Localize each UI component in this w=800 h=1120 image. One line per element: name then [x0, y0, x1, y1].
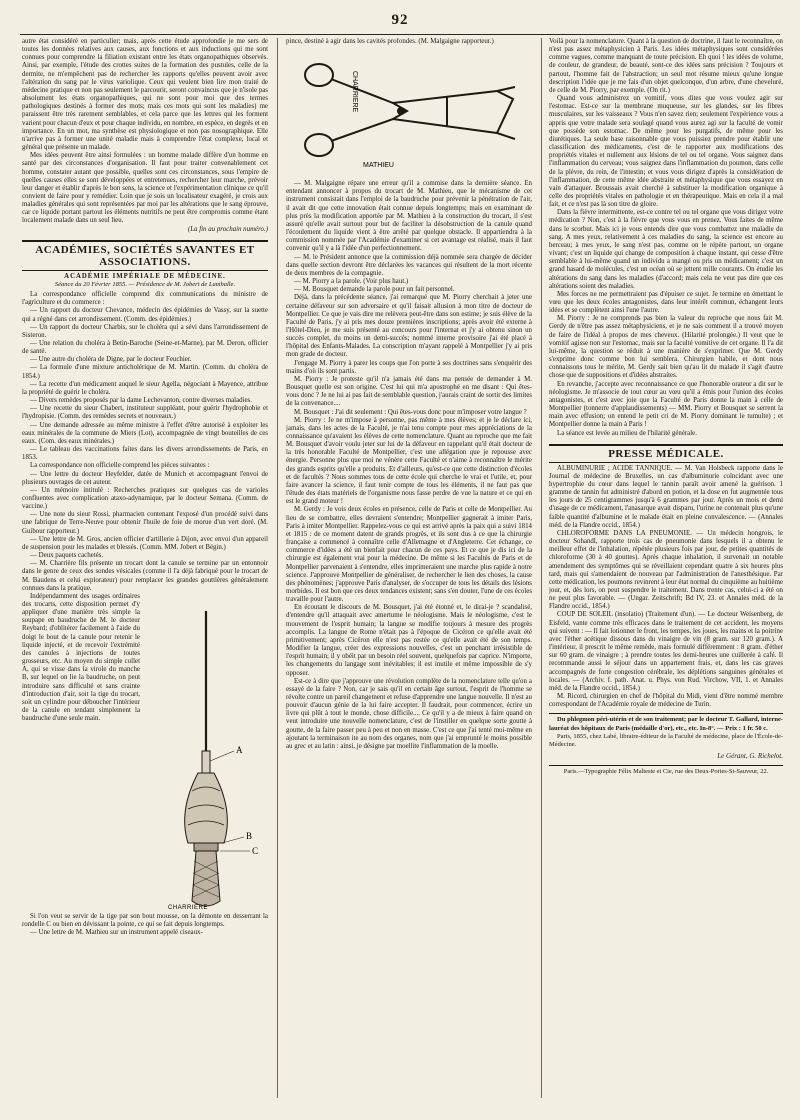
page-number: 92: [391, 12, 409, 28]
column-divider: [541, 38, 542, 1098]
paragraph: pince, destiné à agir dans les cavités profondes. (M. Malgaigne rapporteur.): [286, 38, 494, 45]
paragraph: — M. Malgaigne répare une erreur qu'il a commise dans la dernière séance. En entendant annoncer à propos du trocart de M. Mathieu, que le mécanisme de cet instrument consistait dans l'emploi de la baudruche pour prévenir la pénétration de l'air, il avait dit que cette innovation était connue depuis longtemps; mais en examinant de plus près la modification apportée par M. Mathieu à la construction du trocart, il s'est assuré qu'elle avait surtout pour but de faciliter la désobstruction de la canule quand l'écoulement du liquide vient à être arrêté par quelque obstacle. Il appartiendra à la commission nommée par l'Académie d'examiner si cet avantage est réalisé, mais il faut convenir qu'il y a là l'idée d'un perfectionnement.: [286, 180, 532, 253]
book-publisher: Paris, 1855, chez Labé, libraire-éditeur de la Faculté de médecine, place de l'École-de-Médecine.: [549, 732, 783, 748]
maker-mark: CHARRIERE: [168, 904, 208, 911]
section-title-academies: ACADÉMIES, SOCIÉTÉS SAVANTES ET ASSOCIATIONS.: [22, 240, 268, 271]
paragraph: Voilà pour la nomenclature. Quant à la question de doctrine, il faut le reconnaître, on n'est pas assez métaphysicien à Paris. Les idées métaphysiques sont considérées comme vagues, comme manquant de toute précision. Eh quoi ! les idées de volume, de couleur, de grandeur, de beauté, sont-ce des idées sans précision ? Toujours et partout, l'homme fait de l'abstraction; un seul mot résume mieux qu'une longue description l'idée que je me fais d'un objet quelconque, d'un arbre, d'une cheveluré, de celle de M. Piorry, par exemple. (On rit.): [549, 38, 783, 94]
paragraph: — Une lettre du docteur Heyfelder, datée de Munich et accompagnant l'envoi de plusieurs ouvrages de cet auteur.: [22, 470, 268, 486]
section-title-presse: PRESSE MÉDICALE.: [549, 444, 783, 463]
paragraph: — M. Piorry a la parole. (Voir plus haut.): [294, 278, 409, 286]
trocar-illustration: [158, 611, 268, 911]
paragraph: autre état considéré en particulier; mais, après cette étude approfondie je me sers de toutes les données relatives aux causes, aux fonctions et aux inductions qui me sont connues pour comprendre la filiation existant entre les états organopathiques observés. Ainsi, par exemple, l'étude des crottes suites de la formation des pustules, celle de la dermite, ne m'empêchent pas de rechercher les rapports qu'elles peuvent avoir avec l'altération du sang par le virus variolique. Ceux qui veulent bien lire mon traité de médecine pratique et non pas seulement le parcourir, seront convaincus que je n'isole pas absolument les états organopathiques, qui ne sont pour moi que des termes pathologiques destinés à former des mots; mais ces mots qui sont les maladies) me paraissent être très rarement semblables, et cela parce que les lettres qui les forment varient pour chacun d'eux et pour chaque individu, en nombre, en espèce, en degrés et en importance. En un mot, ma synthèse est physiologique et non pas nosographique. Elle n'arrive pas à former une unité maladie mais à comprendre l'état complexe, local et général que présente un malade.: [22, 38, 268, 152]
paragraph: La correspondance non officielle comprend les pièces suivantes :: [30, 462, 210, 470]
label-a: A: [236, 744, 243, 755]
paragraph: — Un rapport du docteur Chevance, médecin des épidémies de Vassy, sur la suette qui a régné dans cet arrondissement. (Comm. des épidémies.): [22, 307, 268, 323]
label-b: B: [246, 830, 253, 841]
paragraph: En revanche, j'accepte avec reconnaissance ce que l'honorable orateur a dit sur le néologisme. Je m'associe de tout cœur au vœu qu'il a émis pour l'union des écoles antagonistes, et c'est avec joie que la Faculté de Paris donne la main à celle de Montpellier (tonnerre d'applaudissements) — MM. Piorry et Bousquet se serrent la main avec effusion; on entend le petit cri de M. Piorry dominant le tumulte) ; et Montpellier donne la main à Paris !: [549, 380, 783, 429]
paragraph: La séance est levée au milieu de l'hilarité générale.: [557, 429, 697, 437]
paragraph: — Une relation du choléra à Betin-Baroche (Seine-et-Marne), par M. Deron, officier de santé.: [22, 340, 268, 356]
column-left: [22, 38, 268, 1098]
scissors-forceps-illustration: [297, 49, 522, 177]
printer-line: Paris.—Typographie Félix Malteste et Cie, rue des Deux-Portes-St-Sauveur, 22.: [549, 765, 783, 776]
press-item: M. Ricord, chirurgien en chef de l'hôpital du Midi, vient d'être nommé membre correspondant de l'Académie royale de médecine de Turin.: [549, 693, 783, 709]
paragraph: — Une demande adressée au même ministre à l'effet d'être autorisé à exploiter les eaux minérales de la commune de Miers (Lot), accompagnée de vingt bouteilles de ces eaux. (Com. des eaux minérales.): [22, 421, 268, 445]
maker-mark-charriere: CHARRIERE: [350, 71, 358, 113]
trocar-block: [22, 593, 268, 913]
paragraph: Dans la fièvre intermittente, est-ce contre tel ou tel organe que vous dirigez votre médication ? Non, c'est à la fièvre que vous vous en prenez. Vous faites de même dans le scorbut. Mais ici je vous entends dire que vous combattez une maladie du sang. A mes yeux, relativement à ces maladies du sang, la science est encore au berceau; à mes yeux, le sang n'est pas, comme on le répète partout, un organe vivant; c'est un liquide qui change de composition à chaque instant, qui cesse d'être semblable à lui-même quand un individu a mangé ou pris un médicament; c'est un grand hasard de molécules, c'est un océan où se jettent mille courants. On étudie les altérations du sang dans les maladies (d'accord; mais cela ne veut pas dire que ces altérations soient des maladies.: [549, 209, 783, 290]
paragraph: — La recette d'un médicament auquel le sieur Agella, négociant à Mayence, attribue la propriété de guérir le choléra.: [22, 380, 268, 396]
paragraph: — Une recette du sieur Chabert, instituteur suppléant, pour guérir l'hydrophobie et l'hydropisie. (Comm. des remèdes secrets et nouveaux.): [22, 405, 268, 421]
paragraph: En écoutant le discours de M. Bousquet, j'ai été étonné et, le dirai-je ? scandalisé, d'entendre qu'il attaquait avec amertume le néologisme. Mais le néologisme, c'est le mouvement de l'esprit humain; la langue se modifie toujours à mesure des progrès accomplis. La langue de Rome n'était pas à l'époque de Cicéron ce qu'elle avait été primitivement; après Cicéron elle n'est pas restée ce qu'elle avait été de son temps. Modifier la langue, créer des expressions nouvelles, c'est un penchant irrésistible de l'esprit humain; il y obéit par un besoin réel souvent, quelquefois par caprice. N'importe, les changements du langage sont inévitables; il est inutile et même impossible de s'y opposer.: [286, 604, 532, 677]
column-middle: [286, 38, 532, 1098]
paragraph: Indépendamment des usages ordinaires des trocarts, cette disposition permet d'y appliquer d'une manière très simple la soupape en baudruche de M. le docteur Reybard; d'oblitérer facilement à l'aide du doigt le bout de la canule pour retenir le liquide injecté, et de recevoir l'extrémité des canules à injections de toutes grosseurs, etc. Au moyen du simple collet A, qui se visse dans la virole du manche B, sur lequel on lie la baudruche, on peut introduire sans difficulté et sans crainte d'introduction d'air, soit la tige du trocart, soit un cylindre pour déboucher l'intérieur de la canule en tendant simplement la baudruche d'une seule main.: [22, 592, 140, 723]
paragraph: Si l'on veut se servir de la tige par son bout mousse, on la démonte en desserrant la rondelle C ou bien en dévissant la pointe, ce qui se fait depuis longtemps.: [22, 912, 268, 928]
book-title: Du phlegmon péri-utérin et de son traitement; par le docteur T. Gallard, interne-lauréat des hôpitaux de Paris (médaille d'or), etc., etc. In-8°. — Prix : 1 fr. 50 c.: [549, 716, 783, 732]
paragraph: M. Piorry : Je proteste qu'il n'a jamais été dans ma pensée de demander à M. Bousquet quelle est son origine. C'est lui qui m'a apostrophé en me disant : Qui êtes-vous donc ? Je ne lui ai pas fait de semblable question, j'aurais craint de sortir des limites de la convenance....: [286, 375, 532, 408]
paragraph: — M. Charrière fils présente un trocart dont la canule se termine par un entonnoir dans le genre de ceux des sondes vésicales (comme il l'a déjà fabriqué pour le trocart de M. Baudens et celui explorateur) pour remplacer les grandes gouttières généralement connues dans la pratique.: [22, 560, 268, 592]
session-line: Séance du 20 Février 1855. — Présidence de M. Jobert de Lamballe.: [54, 280, 236, 288]
paragraph: Est-ce à dire que j'approuve une révolution complète de la nomenclature telle qu'on a essayé de la faire ? Non, car je sais qu'il en certain âge surtout, l'esprit de l'homme se révolte contre un pareil changement et refuse d'apprendre une langue nouvelle. Il n'est au pouvoir d'aucun génie de la lui faire accepter. Il faudrait, pour commencer, écrire un livre qui plût à tout le monde, chose difficile.... Ce qu'il y a de mieux à faire quand on veut introduire une nouvelle nomenclature, c'est de l'instiller en quelque sorte goutte à goutte, de la faire passer peu à peu et non en masse. C'est ce que j'ai tenté moi-même en ajoutant la terminaison ite au nom des organes, nom que j'ai emprunté le moins possible au grec et au latin : ainsi, je désigne par moellite l'inflammation de la moelle.: [286, 677, 532, 750]
paragraph: — Une autre du choléra de Digne, par le docteur Feuchier.: [30, 356, 192, 364]
paragraph: M. Piorry : Je ne comprends pas bien la valeur du reproche que nous fait M. Gerdy de n'être pas assez métaphysiciens, et je ne sais comment il a trouvé moyen de faire de l'idéal à propos de mes cheveux. (Hilarité prolongée.) Il veut que le vomitif agisse non sur l'estomac, mais sur la faculté vomitive de cet organe. Il l'a dit lui-même, la question se réduit à une manière de s'exprimer. Que M. Gerdy s'exprime donc comme bon lui semblera. Chirurgien habile, et dont nous connaissons tous le mérite, M. Gerdy sait bien qu'au lit du malade il s'agit d'autre chose que de suppositions et d'idées abstraites.: [549, 315, 783, 380]
paragraph: M. Bousquet : J'ai dit seulement : Qui êtes-vous donc pour m'imposer votre langue ?: [294, 408, 527, 416]
book-announcement: [549, 713, 783, 749]
paragraph: M. Gerdy : Je vois deux écoles en présence, celle de Paris et celle de Montpellier. Au lieu de se combattre, elles devraient s'entendre; Montpellier gagnerait à imiter Paris, Paris à imiter Montpellier. Rappelez-vous ce qui est arrivé après la paix qui a suivi 1814 et 1815 : de ce moment datent de grands progrès, et ils sont dus à ce que la chirurgie française a commencé à connaître celle d'Allemagne et d'Angleterre. Cet échange, ce commerce d'idées a été un bienfait pour chacun de ces pays. Et ce que je dis ici de la chirurgie est également vrai pour la médecine. De même si les Facultés de Paris et de Montpellier parvenaient à s'entendre, elles imprimeraient une marche plus rapide à notre science. J'approuve Montpellier de généraliser, de rechercher le lien des choses, la cause des phénomènes; j'approuve Paris d'analyser, de s'occuper de tous les détails des lésions morbides. Il est bon que ces deux tendances existent; sans s'en douter, l'une de ces écoles travaille pour l'autre.: [286, 506, 532, 604]
paragraph: Déjà, dans la précédente séance, j'ai remarqué que M. Piorry cherchait à jeter une certaine défaveur sur son adversaire et qu'il faisait allusion à mon titre de docteur de Montpellier. Ce que je vais dire me relèvera peut-être dans son estime; je suis élève de la Faculté de Paris, j'y ai pris mes douze premières inscriptions; après avoir été externe à l'Hôtel-Dieu, je me suis présenté au concours pour l'internat et j'y ai obtenu sinon un succès complet, du moins un demi-succès; nommé interne provisoire j'ai été placé à l'hôpital des Enfants-Malades. La conscription m'ayant rappelé à Montpellier j'y ai pris mon grade de docteur.: [286, 294, 532, 359]
column-divider: [277, 38, 278, 1098]
press-item: COUP DE SOLEIL (insolatio) (Traitement d'un). — Le docteur Weisenberg, de Eisfeld, vante comme très efficaces dans le traitement de cet accident, les moyens qui suivent : — Il fait lotionner le front, les tempes, les joues, les mains et la poitrine avec l'éther acétique dissous dans du vinaigre de vin (8 gram. sur 120 gram.). A l'intérieur, il prescrit le même remède, mais formulé différemment : 8 gram. d'éther sur 60 gram. de vinaigre ; à prendre toutes les demi-heures une cuillerée à café. Il recommande aussi le séjour dans un appartement frais, et, dans les cas graves accompagnés de forte congestion cérébrale, les déplétions sanguines générales et locales. — (Archiv. f. path. Anat. u. Phys. von Rud. Virchow, VII, 1. et Annales méd. de la Flandre occid., 1854.): [549, 611, 783, 692]
paragraph: La correspondance officielle comprend dix communications du ministre de l'agriculture et du commerce :: [22, 291, 268, 307]
paragraph: Mes idées peuvent être ainsi formulées : un homme malade diffère d'un homme en santé par des circonstances d'organisation. Il faut pour traiter convenablement cet homme, constater autant que possible, quelles sont ces circonstances, sous l'empire de quelles causes elles se sont développées et entretenues, rechercher leur marche, prévoir leur danger et établir d'après le bon sens, la science et l'expérimentation clinique ce qu'il convient de faire pour y remédier. Loin que je sois un localisateur exagéré, je crois aux maladies générales qui sont représentées par moi par les altérations que le sang éprouve, car ce liquide portant partout les éléments nutritifs ne peut être compromis comme étant localement malade dans un seul lieu.: [22, 152, 268, 225]
paragraph: — Le tableau des vaccinations faites dans les divers arrondissements de Paris, en 1853.: [22, 446, 268, 462]
academy-title: ACADÉMIE IMPÉRIALE DE MÉDECINE.: [64, 272, 226, 280]
paragraph: Quand vous administrez un vomitif, vous dites que vous voulez agir sur l'estomac. Est-ce sur la membrane muqueuse, sur les glandes, sur les fibres musculaires, sur les vaisseaux ? Vous n'en savez rien; seulement l'expérience vous a appris que votre malade sera soulagé quand vous aurez agi sur la faculté de vomir que possède son estomac. De même pour les purgatifs, de même pour les diurétiques. La seule base raisonnable que vous puissiez prendre pour établir une classification des médicaments, c'est de le rapporter aux modifications des propriétés vitales et nullement aux lésions de tel ou tel organe. Vous saignez dans l'inflammation du cerveau; vous saignez dans l'inflammation du poumon, dans celle de la plèvre, du rein, de l'intestin; et vous vous dirigez d'après la considération de l'inflammation, de cette même idée abstraite et métaphysique que vous essayez en vain d'attaquer. Broussais avait cherché à substituer la modification organique à celle des propriétés vitales en pathologie et en thérapeutique. Mais en cela il a mal fait, et ce n'est pas là son titre de gloire.: [549, 95, 783, 209]
press-item: CHLOROFORME DANS LA PNEUMONIE. — Un médecin hongrois, le docteur Sohandl, rapporte trois cas de pneumonie dans lesquels il a obtenu le meilleur effet de l'inhalation, répétée plusieurs fois par jour, de petites quantités de chloroforme (30 à 40 gouttes). Après chaque inhalation, il survenait un notable amendement des symptômes qui se réveillaient cependant quatre à six heures plus tard, mais qui s'amendaient de nouveau par l'administration de l'anesthésique. Par cette médication, les poumons revinrent à leur état normal du cinquième au huitième jour, et, dès lors, on peut suspendre le traitement. Dans trente cas, celui-ci a été on ne peut plus favorable. — (Ungar. Zeitschrift; Bd IV, 23. et Annales méd. de la Flandre occid., 1854.): [549, 529, 783, 611]
continued-note: (La fin au prochain numéro.): [187, 225, 268, 233]
paragraph: — Une lettre de M. Mathieu sur un instrument appelé ciseaux-: [30, 929, 203, 937]
paragraph: — Divers remèdes proposés par la dame Lechevanton, contre diverses maladies.: [30, 397, 252, 405]
maker-mark-mathieu: MATHIEU: [362, 162, 394, 170]
paragraph: — Deux paquets cachetés.: [30, 552, 104, 560]
paragraph: J'engage M. Piorry à parer les coups que l'on porte à ses doctrines sans s'enquérir des mains d'où ils sont partis.: [286, 359, 532, 375]
paragraph: M. Piorry : Je ne m'impose à personne, pas même à mes élèves; et je le déclare ici, jamais, dans les actes de la Faculté, je n'ai tenu compte pour mes appréciations de la connaissance qu'avaient les élèves de cette nomenclature. Quant au reproche que me fait M. Bousquet d'avoir voulu jeter sur lui de la défaveur en rappelant qu'il était docteur de la très honorable Faculté de Montpellier, c'est une allégation que je repousse avec énergie. Personne plus que moi ne vénère cette Faculté et n'aime à reconnaître le mérite des grands esprits qu'elle a produits. Et d'ailleurs, qu'est-ce que cette distinction d'écoles et de facultés ? Nous sommes tous de cette école qui cherche le vrai et l'utile, et, pour faire avancer la science, il faut tenir compte de tous les éléments, il ne faut pas que l'étude des états matériels de l'organisme nous fasse perdre de vue la nature et ce qui en est le grand moteur !: [286, 416, 532, 506]
press-item: ALBUMINURIE ; ACIDE TANNIQUE. — M. Van Holsbeck rapporte dans le Journal de médecine de Bruxelles, un cas d'albuminurie coïncidant avec une hypertrophie du cœur dans lequel le tannin paraît avoir amené la guérison. 1 gramme de tannin fut administré d'abord en potion, et la dose en fut augmentée tous les jours de 25 centigrammes jusqu'à 6 grammes par jour. Après un mois et demi d'usage de ce médicament, l'anasarque avait disparu, l'urine ne contenait plus qu'une faible quantité d'albumine et le malade était en pleine convalescence. — (Annales méd. de la Flandre occid., 1854.): [549, 464, 783, 529]
paragraph: — La formule d'une mixture anticholérique de M. Martin. (Comm. du choléra de 1854.): [22, 364, 268, 380]
label-c: C: [252, 845, 259, 856]
editor-signature: Le Gérant, G. Richelot.: [717, 751, 783, 760]
column-right: [549, 38, 783, 1098]
paragraph: Mes forces ne me permettraient pas d'épuiser ce sujet. Je termine en émettant le vœu que les deux écoles antagonistes, dans leur intérêt commun, échangent leurs idées et se complètent ainsi l'une l'autre.: [549, 290, 783, 315]
paragraph: — Un mémoire intitulé : Recherches pratiques sur quelques cas de varioles confluentes avec complication ataxo-adynamique, par le docteur Semana. (Comm. de vaccine.): [22, 486, 268, 511]
paragraph: — M. Bousquet demande la parole pour un fait personnel.: [294, 286, 455, 294]
paragraph: — M. le Président annonce que la commission déjà nommée sera chargée de décider dans quelle section devront être déclarées les vacances qui résultent de la mort récente de deux membres de la compagnie.: [286, 253, 532, 277]
paragraph: — Une note du sieur Rossi, pharmacien contenant l'exposé d'un procédé suivi dans une fabrique de Terre-Neuve pour obtenir l'huile de foie de morue d'un vert doré. (M. Guibour rapporteur.): [22, 511, 268, 535]
paragraph: — Un rapport du docteur Charbis, sur le choléra qui a sévi dans l'arrondissement de Sisteron.: [22, 323, 268, 339]
header-rule: [20, 34, 780, 35]
paragraph: — Une lettre de M. Gros, ancien officier d'artillerie à Dijon, avec envoi d'un appareil de suspension pour les malades et blessés. (Comm. MM. Jobert et Bégin.): [22, 535, 268, 551]
